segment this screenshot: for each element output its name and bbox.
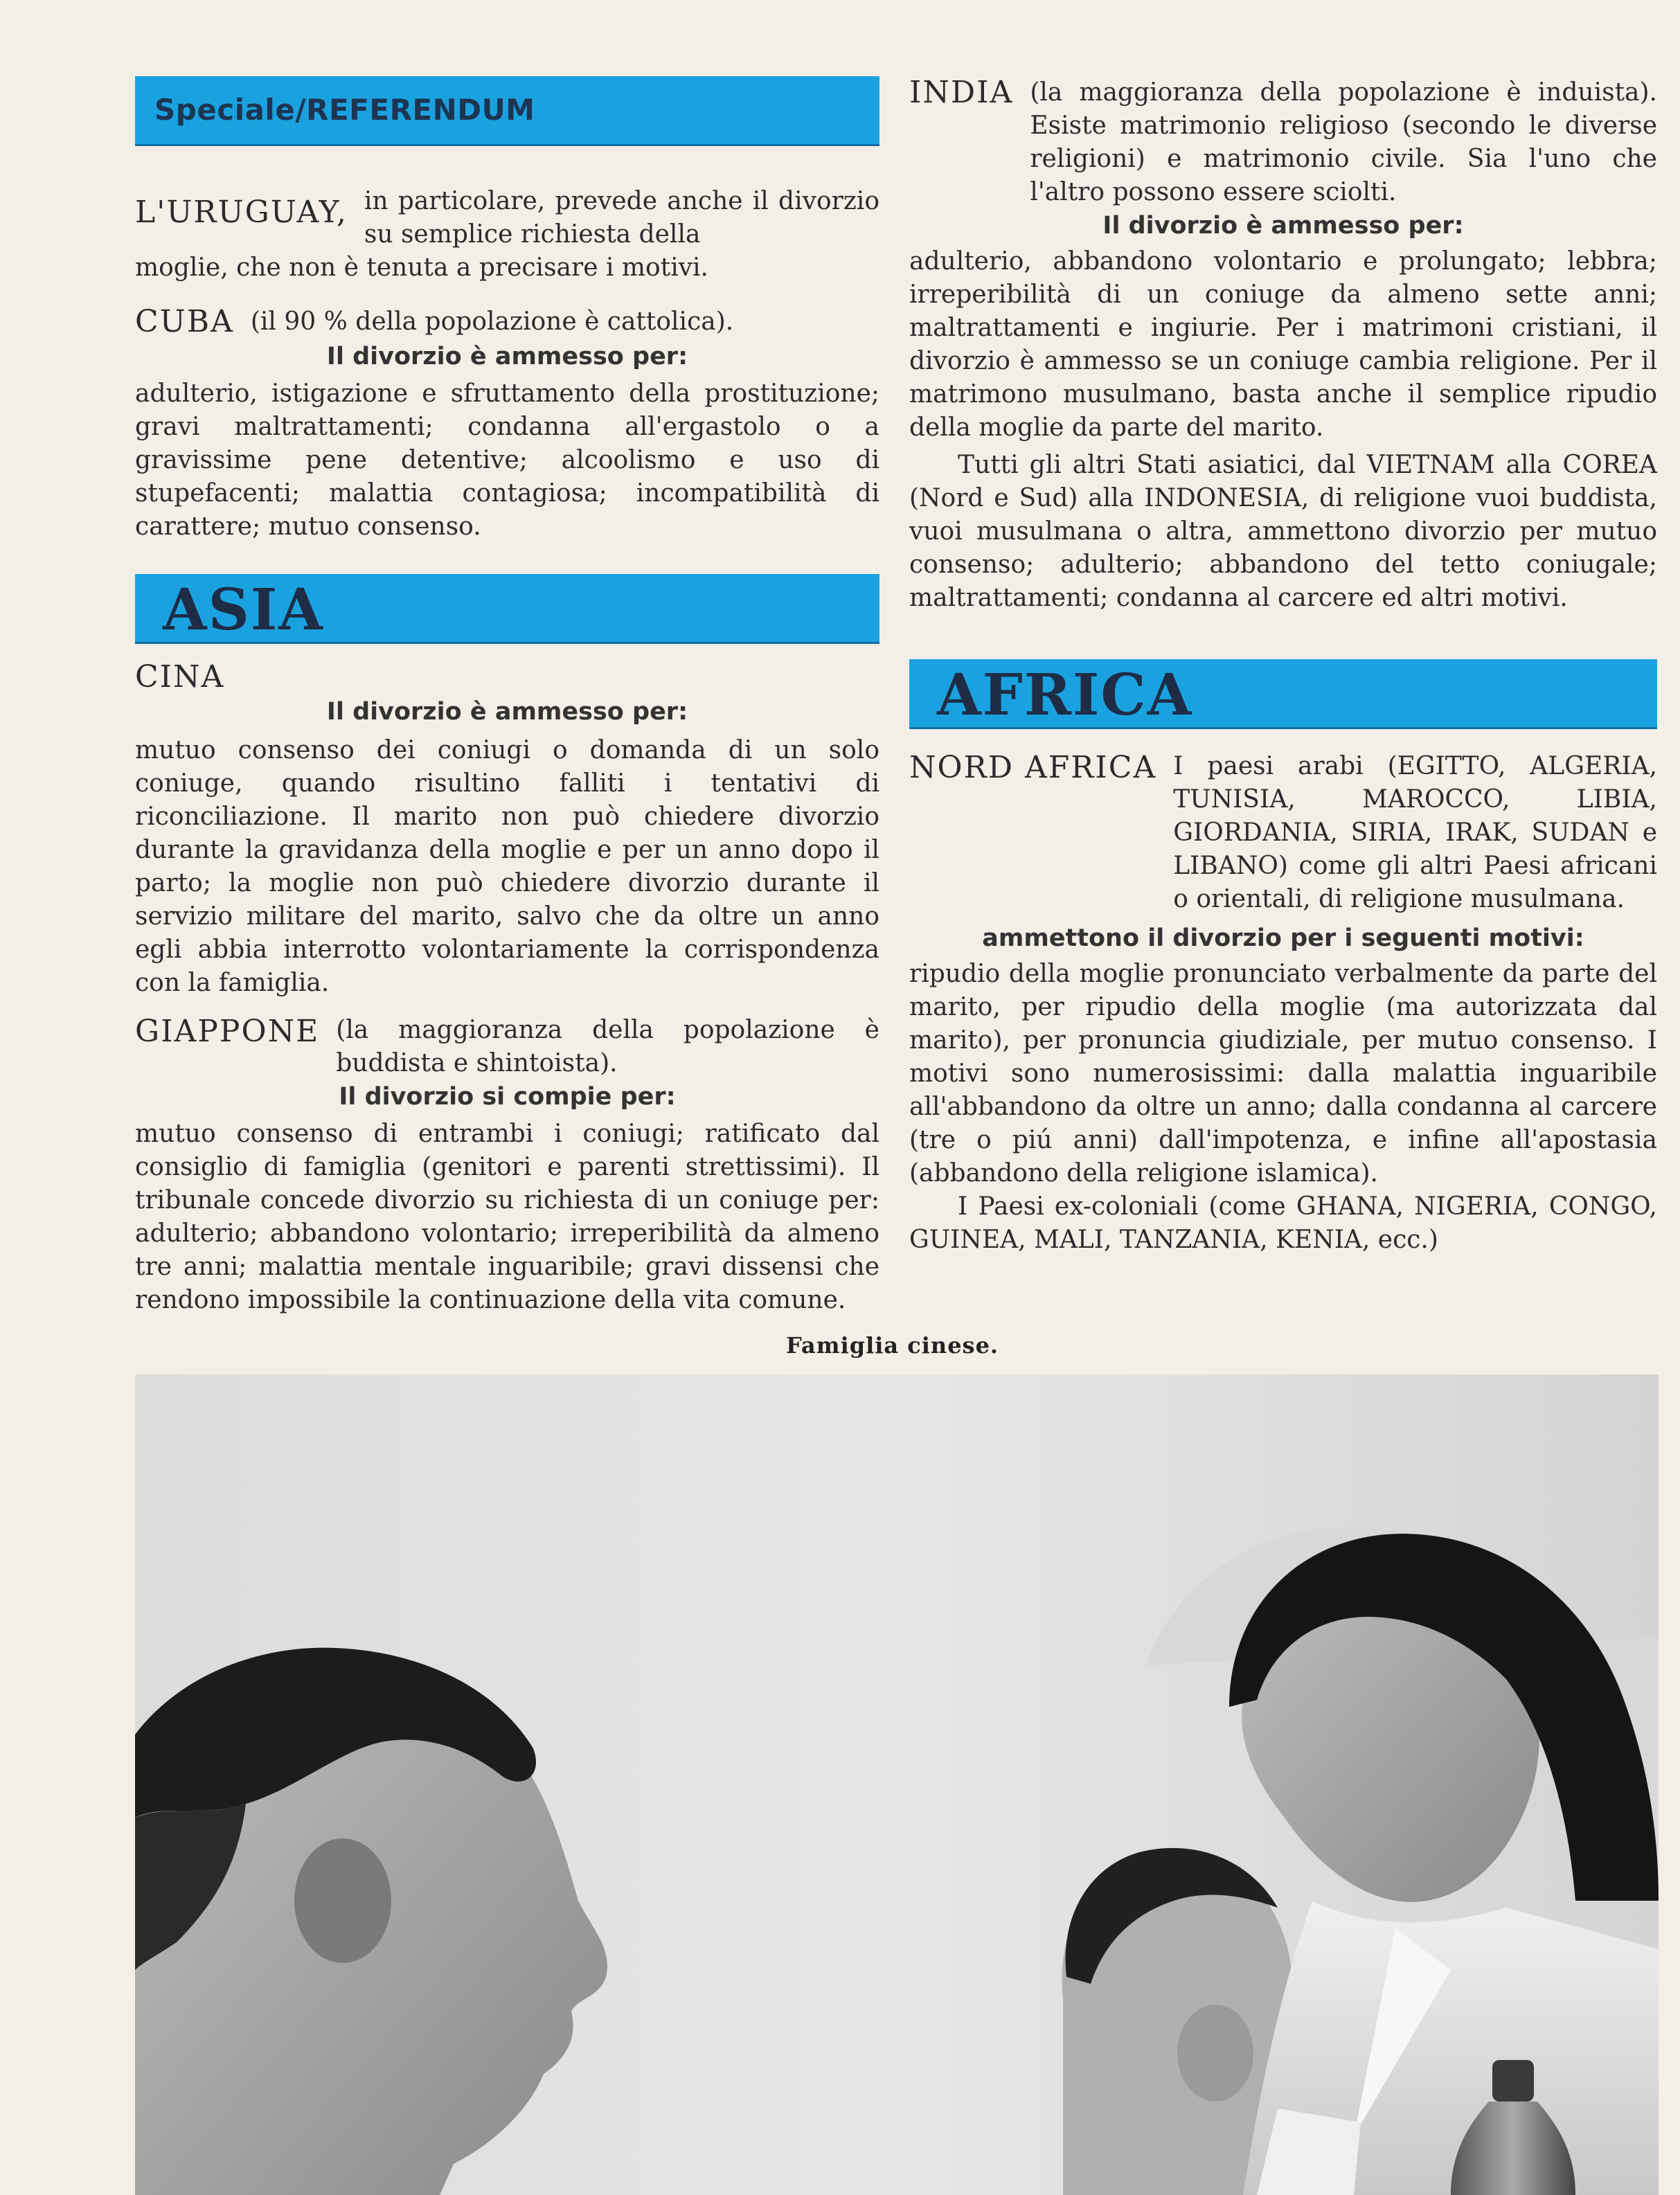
country-india: INDIA bbox=[909, 75, 1014, 110]
cina-subhead: Il divorzio è ammesso per: bbox=[326, 698, 688, 726]
india-block bbox=[909, 76, 1657, 615]
uruguay-text-a: in particolare, prevede anche il divorzio su semplice richiesta della bbox=[364, 187, 879, 249]
left-column bbox=[135, 76, 879, 1317]
giappone-subhead: Il divorzio si compie per: bbox=[339, 1083, 676, 1111]
cina-text: mutuo consenso dei coniugi o domanda di un solo coniuge, quando risultino falliti i tentativi di riconciliazione. Il marito non può chiedere divorzio durante la gravidanza della moglie e per un anno dopo il parto; la moglie non può chiedere divorzio durante il servizio militare del marito, salvo che da oltre un anno egli abbia interrotto volontariamente la corrispondenza con la famiglia. bbox=[135, 736, 879, 997]
nord-africa-text: ripudio della moglie pronunciato verbalmente da parte del marito, per ripudio della moglie (ma autorizzata dal marito), per pronuncia giudiziale, per mutuo consenso. I motivi sono numerosissimi: dalla malattia inguaribile all'abbandono da oltre un anno; dalla condanna al carcere (tre o piú anni) dall'impotenza, e infine all'apostasia (abbandono della religione islamica). bbox=[909, 960, 1657, 1188]
nord-africa-block bbox=[909, 750, 1657, 1257]
india-text: adulterio, abbandono volontario e prolungato; lebbra; irreperibilità di un coniuge da almeno sette anni; maltrattamenti e ingiurie. Per i matrimoni cristiani, il divorzio è ammesso se un coniuge cambia religione. Per il matrimono musulmano, basta anche il semplice ripudio della moglie da parte del marito. bbox=[909, 247, 1657, 442]
giappone-block bbox=[135, 1014, 879, 1317]
country-uruguay: L'URUGUAY, bbox=[135, 195, 348, 230]
cuba-subhead: Il divorzio è ammesso per: bbox=[326, 343, 688, 370]
india-note: (la maggioranza della popolazione è induista). Esiste matrimonio religioso (secondo le diverse religioni) e matrimonio civile. Sia l'uno che l'altro possono essere sciolti. bbox=[1030, 78, 1657, 206]
country-cina: CINA bbox=[135, 659, 225, 695]
family-photo bbox=[135, 1374, 1659, 2195]
giappone-text: mutuo consenso di entrambi i coniugi; ratificato dal consiglio di famiglia (genitori e parenti strettissimi). Il tribunale concede divorzio su richiesta di un coniuge per: adulterio; abbandono volontario; irreperibilità da almeno tre anni; malattia mentale inguaribile; gravi dissensi che rendono impossibile la continuazione della vita comune. bbox=[135, 1120, 879, 1314]
india-subhead: Il divorzio è ammesso per: bbox=[1102, 212, 1464, 240]
photo-caption: Famiglia cinese. bbox=[786, 1332, 999, 1359]
nord-africa-subhead: ammettono il divorzio per i seguenti motivi: bbox=[982, 924, 1584, 952]
asia-other-states: Tutti gli altri Stati asiatici, dal VIETNAM alla COREA (Nord e Sud) alla INDONESIA, di religione vuoi buddista, vuoi musulmana o altra, ammettono divorzio per mutuo consenso; adulterio; abbandono del tetto coniugale; maltrattamenti; condanna al carcere ed altri motivi. bbox=[909, 451, 1657, 612]
cina-block bbox=[135, 659, 879, 1000]
cuba-text: adulterio, istigazione e sfruttamento della prostituzione; gravi maltrattamenti; condanna all'ergastolo o a gravissime pene detentive; alcoolismo e uso di stupefacenti; malattia contagiosa; incompatibilità di carattere; mutuo consenso. bbox=[135, 379, 879, 541]
uruguay-block bbox=[135, 185, 879, 285]
section-banner-referendum: Speciale/REFERENDUM bbox=[135, 76, 879, 146]
cuba-block bbox=[135, 304, 879, 544]
country-cuba: CUBA bbox=[135, 304, 234, 339]
giappone-note: (la maggioranza della popolazione è buddista e shintoista). bbox=[336, 1016, 879, 1077]
country-giappone: GIAPPONE bbox=[135, 1014, 320, 1049]
cuba-note: (il 90 % della popolazione è cattolica). bbox=[250, 307, 734, 336]
uruguay-text-b: moglie, che non è tenuta a precisare i motivi. bbox=[135, 253, 708, 282]
country-nord-africa: NORD AFRICA bbox=[909, 750, 1157, 785]
africa-banner: AFRICA bbox=[909, 659, 1657, 729]
right-column bbox=[909, 76, 1657, 1257]
ex-colonial-text: I Paesi ex-coloniali (come GHANA, NIGERIA, CONGO, GUINEA, MALI, TANZANIA, KENIA, ecc.) bbox=[909, 1192, 1657, 1254]
asia-banner: ASIA bbox=[135, 574, 879, 644]
nord-africa-note: I paesi arabi (EGITTO, ALGERIA, TUNISIA, MAROCCO, LIBIA, GIORDANIA, SIRIA, IRAK, SUDAN e LIBANO) come gli altri Paesi africani o orientali, di religione musulmana. bbox=[1173, 752, 1657, 913]
